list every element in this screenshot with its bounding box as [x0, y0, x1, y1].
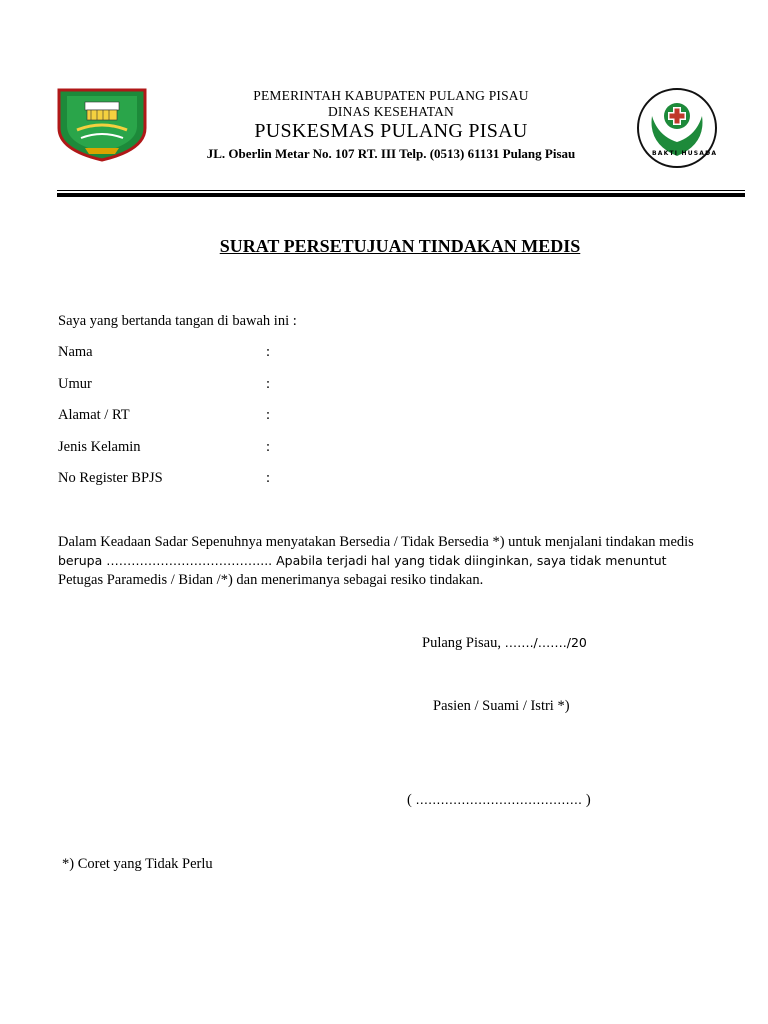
bakti-husada-caption: BAKTI HUSADA [652, 150, 718, 157]
document-title: SURAT PERSETUJUAN TINDAKAN MEDIS [219, 236, 581, 256]
field-colon-nama: : [266, 344, 271, 360]
signature-line [407, 792, 591, 809]
field-label-nama: Nama [58, 344, 93, 360]
footnote: *) Coret yang Tidak Perlu [62, 856, 213, 872]
statement-line-2a: berupa [58, 553, 107, 568]
signature-close-paren: ) [585, 792, 591, 808]
field-label-no-register-bpjs: No Register BPJS [58, 470, 163, 486]
bakti-husada-logo [634, 86, 720, 170]
statement-line-3: Petugas Paramedis / Bidan /*) dan menerimanya sebagai resiko tindakan. [58, 572, 484, 588]
place-date [422, 635, 587, 652]
statement-line-1: Dalam Keadaan Sadar Sepenuhnya menyatakan Bersedia / Tidak Bersedia *) untuk menjalani tindakan medis [58, 534, 694, 550]
field-label-alamat: Alamat / RT [58, 407, 130, 423]
letterhead-department: DINAS KESEHATAN [327, 104, 455, 119]
place-date-label: Pulang Pisau, [422, 635, 505, 651]
signer-label: Pasien / Suami / Istri *) [433, 698, 570, 714]
letterhead-rule-thin [57, 190, 745, 191]
letterhead-clinic-name: PUSKESMAS PULANG PISAU [254, 120, 528, 142]
field-colon-jenis-kelamin: : [266, 439, 271, 455]
signature-open-paren: ( [407, 792, 416, 808]
place-date-dots: ……./……./20 [504, 635, 587, 650]
statement-line-2 [58, 553, 667, 570]
field-label-jenis-kelamin: Jenis Kelamin [58, 439, 141, 455]
field-colon-umur: : [266, 376, 271, 392]
letterhead-rule-thick [57, 193, 745, 197]
field-colon-alamat: : [266, 407, 271, 423]
field-label-umur: Umur [58, 376, 92, 392]
letterhead-address: JL. Oberlin Metar No. 107 RT. III Telp. (0513) 61131 Pulang Pisau [206, 146, 576, 161]
signature-dots: …………………………………. [415, 792, 586, 807]
statement-line-2b: ……………………………….... Apabila terjadi hal yang tidak diinginkan, saya tidak menuntut [106, 553, 667, 568]
regency-emblem-logo [55, 84, 149, 162]
field-colon-no-register-bpjs: : [266, 470, 271, 486]
intro-text: Saya yang bertanda tangan di bawah ini : [58, 313, 297, 329]
letterhead-government: PEMERINTAH KABUPATEN PULANG PISAU [253, 88, 529, 103]
